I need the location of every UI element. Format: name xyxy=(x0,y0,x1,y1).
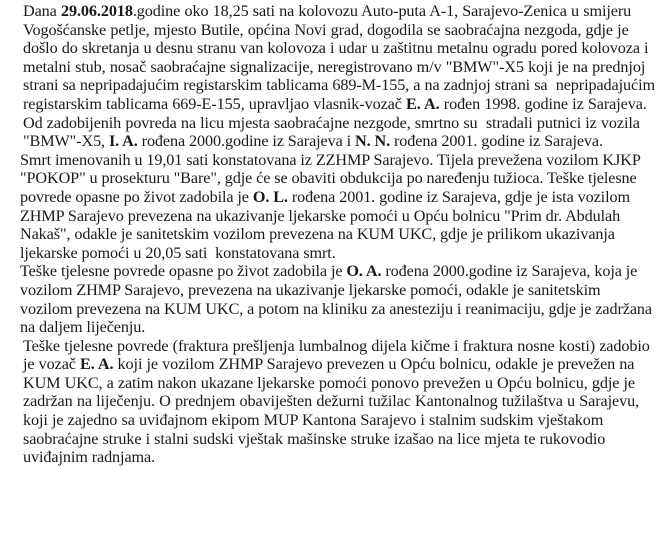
text-line xyxy=(20,151,652,170)
text-line xyxy=(20,355,652,374)
text-line xyxy=(20,411,652,430)
text-segment: zadržan na liječenju. O prednjem obaviješten dežurni tužilac Kantonalnog tužilaštva u Sarajevu, xyxy=(23,392,640,411)
text-segment: metalni stub, nosač saobraćajne signalizacije, neregistrovano m/v "BMW"-X5 koji je na prednjoj xyxy=(23,57,646,76)
text-segment: uviđajnim radnjama. xyxy=(23,448,156,467)
text-segment: Smrt imenovanih u 19,01 sati konstatovana iz ZZHMP Sarajevo. Tijela prevežena vozilom KJKP xyxy=(20,150,641,169)
text-segment: koji je vozilom ZHMP Sarajevo prevezen u Opću bolnicu, odakle je prevežen na xyxy=(113,355,635,374)
text-line xyxy=(20,281,652,300)
text-line xyxy=(20,39,652,58)
text-segment: Nakaš", odakle je sanitetskim vozilom prevezena na KUM UKC, gdje je prilikom ukazivanja xyxy=(20,225,615,244)
text-segment: Teške tjelesne povrede opasne po život zadobila je xyxy=(20,262,347,281)
text-segment: došlo do skretanja u desnu stranu van kolovoza i udar u zaštitnu metalnu ogradu pored kolovoza i xyxy=(23,39,649,58)
text-segment: "BMW"-X5, xyxy=(23,132,109,151)
text-segment: KUM UKC, a zatim nakon ukazane ljekarske pomoći ponovo prevežen u Opću bolnicu, gdje je xyxy=(23,373,635,392)
bold-text: E. A. xyxy=(406,94,440,113)
text-line xyxy=(20,430,652,449)
text-line xyxy=(20,448,652,467)
text-line xyxy=(20,21,652,40)
bold-text: O. A. xyxy=(346,262,382,281)
text-segment: Teške tjelesne povrede (fraktura prešljenja lumbalnog dijela kičme i fraktura nosne kosti) zadobio xyxy=(23,336,650,355)
text-line xyxy=(20,262,652,281)
text-line xyxy=(20,2,652,21)
bold-text: E. A. xyxy=(80,355,114,374)
text-line xyxy=(20,318,652,337)
text-line xyxy=(20,207,652,226)
text-segment: strani sa nepripadajućim registarskim tablicama 689-M-155, a na zadnjoj strani sa nepripadajućim xyxy=(23,76,655,95)
bold-text: I. A. xyxy=(108,132,138,151)
text-segment: Od zadobijenih povreda na licu mjesta saobraćajne nezgode, smrtno su stradali putnici iz vozila xyxy=(23,113,640,132)
bold-text: O. L. xyxy=(252,187,288,206)
text-segment: je vozač xyxy=(23,355,80,374)
bold-text: 29.06.2018 xyxy=(60,2,133,20)
text-line xyxy=(20,244,652,263)
text-segment: registarskim tablicama 669-E-155, upravljao vlasnik-vozač xyxy=(23,94,407,113)
text-line xyxy=(20,58,652,77)
text-segment: "POKOP" u prosekturu "Bare", gdje će se obaviti obdukcija po naređenju tužioca. Teške tjelesne xyxy=(20,169,637,188)
text-line xyxy=(20,169,652,188)
text-segment: vozilom ZHMP Sarajevo, prevezena na ukazivanje ljekarske pomoći, odakle je sanitetskim xyxy=(20,280,601,299)
text-line xyxy=(20,374,652,393)
text-segment: vozilom prevezena na KUM UKC, a potom na kliniku za anesteziju i reanimaciju, gdje je zadržana xyxy=(20,299,653,318)
text-line xyxy=(20,132,652,151)
text-line xyxy=(20,188,652,207)
text-line xyxy=(20,225,652,244)
text-segment: Dana xyxy=(23,2,61,20)
paragraph-injured-passenger xyxy=(20,262,652,336)
document-page xyxy=(20,2,655,467)
text-segment: rođen 1998. godine iz Sarajeva. xyxy=(439,94,647,113)
text-line xyxy=(20,95,652,114)
text-line xyxy=(20,337,652,356)
text-segment: povrede opasne po život zadobila je xyxy=(20,187,253,206)
text-segment: na daljem liječenju. xyxy=(20,318,146,337)
paragraph-accident-description xyxy=(20,2,655,151)
text-line xyxy=(20,76,655,95)
text-segment: rođena 2001. godine iz Sarajeva. xyxy=(390,132,603,151)
text-segment: Vogošćanske petlje, mjesto Butile, općina Novi grad, dogodila se saobraćajna nezgoda, gdje je xyxy=(23,20,629,39)
text-line xyxy=(20,300,652,319)
text-segment: ZHMP Sarajevo prevezena na ukazivanje ljekarske pomoći u Opću bolnicu "Prim dr. Abdulah xyxy=(20,206,621,225)
text-segment: saobraćajne struke i stalni sudski vještak mašinske struke izašao na lice mjeta te rukovodio xyxy=(23,429,606,448)
bold-text: N. N. xyxy=(355,132,391,151)
paragraph-death-confirmation xyxy=(20,151,652,263)
paragraph-injured-driver xyxy=(20,337,652,467)
text-segment: rođena 2000.godine iz Sarajeva i xyxy=(137,132,356,151)
text-segment: ljekarske pomoći u 20,05 sati konstatovana smrt. xyxy=(20,243,336,262)
text-segment: koji je zajedno sa uviđajnom ekipom MUP Kantona Sarajevo i stalnim sudskim vještakom xyxy=(23,411,604,430)
text-line xyxy=(20,114,652,133)
text-segment: rođena 2001. godine iz Sarajeva, gdje je ista vozilom xyxy=(287,187,630,206)
text-segment: .godine oko 18,25 sati na kolovozu Auto-puta A-1, Sarajevo-Zenica u smijeru xyxy=(132,2,632,20)
text-line xyxy=(20,392,652,411)
text-segment: rođena 2000.godine iz Sarajeva, koja je xyxy=(381,262,638,281)
